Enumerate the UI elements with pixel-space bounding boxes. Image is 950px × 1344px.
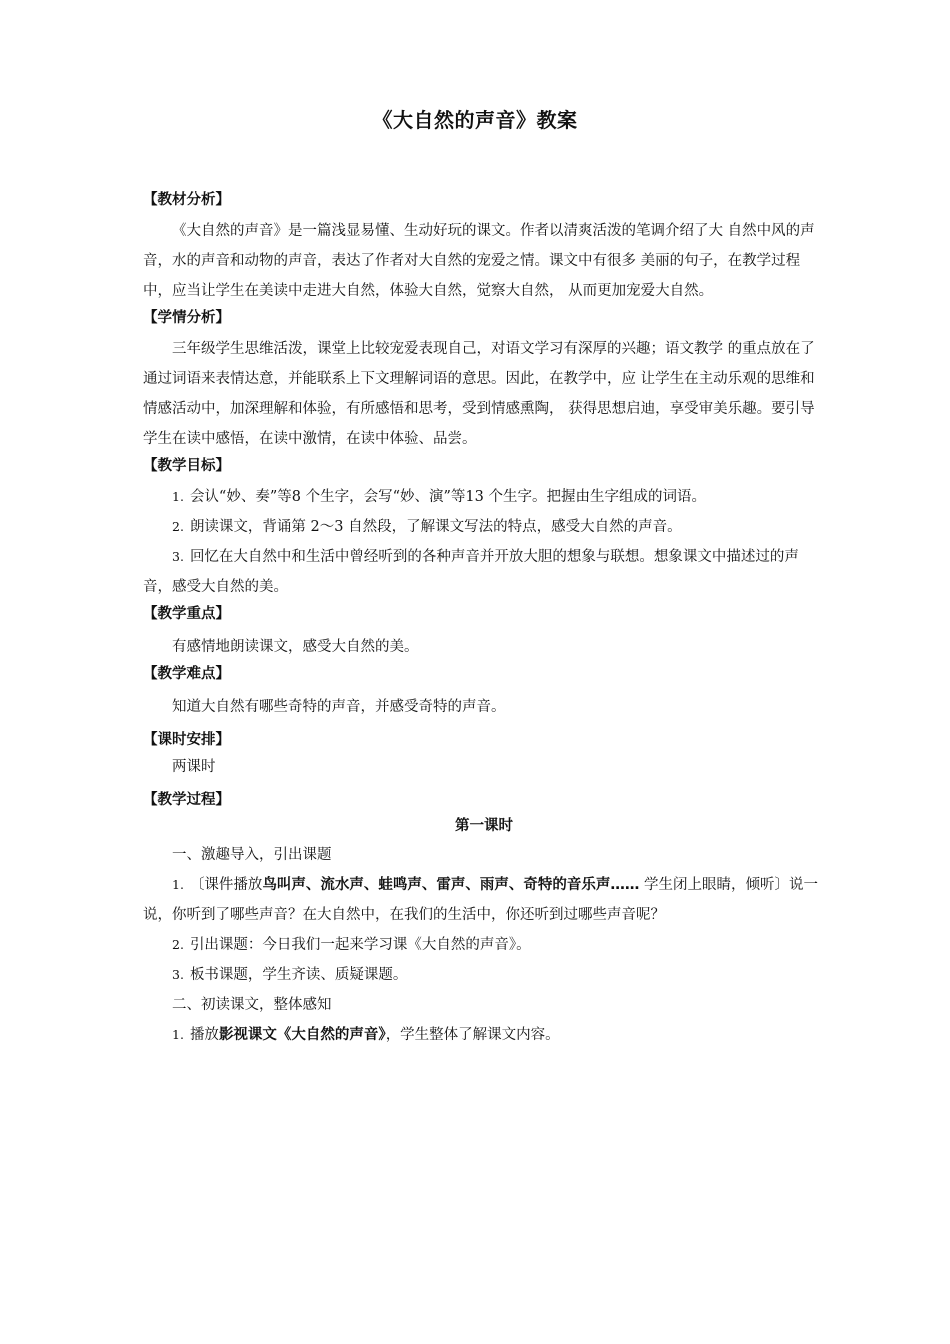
part2-item: 1. 播放影视课文《大自然的声音》，学生整体了解课文内容。 xyxy=(172,1027,560,1043)
part2-title: 二、初读课文，整体感知 xyxy=(172,997,332,1013)
heading-schedule: 【课时安排】 xyxy=(143,732,230,748)
part1-item: 1. 〔课件播放鸟叫声、流水声、蛙鸣声、雷声、雨声、奇特的音乐声…… 学生闭上眼睛，倾听〕说一说，你听到了哪些声音？在大自然中，在我们的生活中，你还听到过哪些声音呢？ xyxy=(143,877,819,923)
document-title: 《大自然的声音》教案 xyxy=(372,108,578,132)
heading-teaching-goals: 【教学目标】 xyxy=(143,458,230,474)
schedule-text: 两课时 xyxy=(172,759,216,775)
heading-difficulties: 【教学难点】 xyxy=(143,666,230,682)
goal-item: 3. 回忆在大自然中和生活中曾经听到的各种声音并开放大胆的想象与联想。想象课文中描述过的声音，感受大自然的美。 xyxy=(143,549,799,595)
heading-key-points: 【教学重点】 xyxy=(143,606,230,622)
part1-title: 一、激趣导入，引出课题 xyxy=(172,847,332,863)
goal-item: 1. 会认“妙、奏”等8 个生字，会写“妙、演”等13 个生字。把握由生字组成的词语。 xyxy=(172,489,706,505)
goal-item: 2. 朗读课文，背诵第 2～3 自然段，了解课文写法的特点，感受大自然的声音。 xyxy=(172,519,682,535)
heading-student-analysis: 【学情分析】 xyxy=(143,310,230,326)
part1-item: 2. 引出课题：今日我们一起来学习课《大自然的声音》。 xyxy=(172,937,531,953)
difficulties-text: 知道大自然有哪些奇特的声音，并感受奇特的声音。 xyxy=(172,699,506,715)
key-points-text: 有感情地朗读课文，感受大自然的美。 xyxy=(172,639,419,655)
part1-item: 3. 板书课题，学生齐读、质疑课题。 xyxy=(172,967,408,983)
paragraph-student-analysis: 三年级学生思维活泼，课堂上比较宠爱表现自己，对语文学习有深厚的兴趣；语文教学 的重点放在了通过词语来表情达意，并能联系上下文理解词语的意思。因此，在教学中，应 让学生在主动乐观的思维和情感活动中，加深理解和体验，有所感悟和思考，受到情感熏陶， 获得思想启迪，享受审美乐趣。要引导学生在读中感悟，在读中激情，在读中体验、品尝。 xyxy=(143,341,815,447)
paragraph-textbook-analysis: 《大自然的声音》是一篇浅显易懂、生动好玩的课文。作者以清爽活泼的笔调介绍了大 自然中风的声音，水的声音和动物的声音，表达了作者对大自然的宠爱之情。课文中有很多 美丽的句子，在教学过程中，应当让学生在美读中走进大自然，体验大自然，觉察大自然， 从而更加宠爱大自然。 xyxy=(143,223,815,299)
heading-teaching-process: 【教学过程】 xyxy=(143,792,230,808)
document-body xyxy=(143,188,825,1050)
lesson-title: 第一课时 xyxy=(455,818,513,834)
heading-textbook-analysis: 【教材分析】 xyxy=(143,192,230,208)
